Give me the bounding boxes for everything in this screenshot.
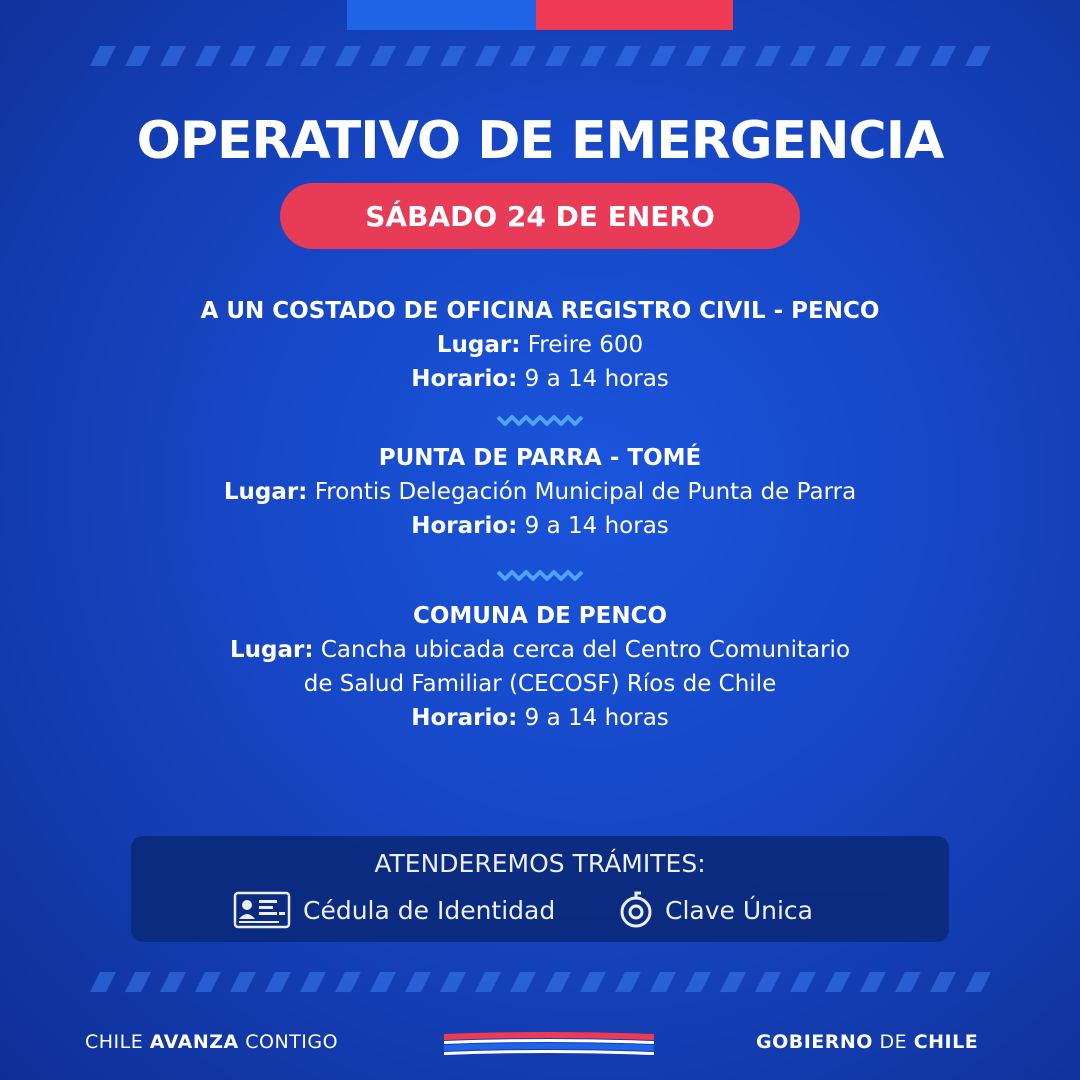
location-hours bbox=[0, 509, 1080, 543]
stripe-mark bbox=[510, 972, 536, 992]
place-label: Lugar: bbox=[436, 332, 521, 358]
gov-part: DE bbox=[872, 1031, 914, 1053]
stripe-mark bbox=[195, 972, 221, 992]
stripe-mark bbox=[195, 46, 221, 66]
place-value: Frontis Delegación Municipal de Punta de Parra bbox=[314, 479, 857, 505]
flag-bar-top bbox=[347, 0, 733, 30]
key-circle-icon bbox=[619, 891, 653, 929]
location-name: PUNTA DE PARRA - TOMÉ bbox=[378, 445, 702, 471]
stripe-mark bbox=[965, 46, 990, 66]
stripe-mark bbox=[300, 46, 326, 66]
flag-blue-segment bbox=[347, 0, 536, 30]
footer-slogan bbox=[85, 1028, 338, 1056]
service-label: Cédula de Identidad bbox=[303, 895, 556, 925]
stripe-mark bbox=[335, 972, 361, 992]
stripe-mark bbox=[930, 46, 956, 66]
date-badge bbox=[280, 183, 800, 249]
stripe-mark bbox=[895, 46, 921, 66]
location-name: COMUNA DE PENCO bbox=[412, 603, 668, 629]
stripe-mark bbox=[370, 46, 396, 66]
location-hours bbox=[0, 362, 1080, 396]
stripe-mark bbox=[825, 972, 851, 992]
stripe-mark bbox=[685, 972, 711, 992]
stripe-mark bbox=[440, 972, 466, 992]
stripe-mark bbox=[965, 972, 990, 992]
wave-divider-icon bbox=[496, 568, 584, 584]
stripe-mark bbox=[160, 46, 186, 66]
location-place bbox=[0, 328, 1080, 362]
stripe-mark bbox=[265, 46, 291, 66]
stripe-mark bbox=[230, 972, 256, 992]
date-text: SÁBADO 24 DE ENERO bbox=[365, 199, 715, 233]
stripe-mark bbox=[930, 972, 956, 992]
stripe-mark bbox=[580, 46, 606, 66]
stripe-mark bbox=[475, 972, 501, 992]
stripe-mark bbox=[510, 46, 536, 66]
stripe-mark bbox=[335, 46, 361, 66]
place-label: Lugar: bbox=[223, 479, 308, 505]
hours-label: Horario: bbox=[411, 705, 518, 731]
location-name: A UN COSTADO DE OFICINA REGISTRO CIVIL - PENCO bbox=[200, 298, 880, 324]
stripe-mark bbox=[790, 46, 816, 66]
diagonal-stripes-top bbox=[90, 44, 990, 68]
location-place-continued: de Salud Familiar (CECOSF) Ríos de Chile bbox=[303, 671, 777, 697]
stripe-mark bbox=[545, 972, 571, 992]
services-panel bbox=[131, 836, 949, 942]
stripe-mark bbox=[615, 46, 641, 66]
stripe-mark bbox=[160, 972, 186, 992]
stripe-mark bbox=[755, 46, 781, 66]
location-block-2 bbox=[0, 441, 1080, 543]
location-block-1 bbox=[0, 294, 1080, 396]
service-label: Clave Única bbox=[665, 895, 813, 925]
stripe-mark bbox=[650, 46, 676, 66]
id-card-icon bbox=[233, 891, 291, 929]
stripe-mark bbox=[405, 46, 431, 66]
stripe-mark bbox=[125, 972, 151, 992]
stripe-mark bbox=[440, 46, 466, 66]
stripe-mark bbox=[90, 972, 116, 992]
location-place bbox=[0, 633, 1080, 667]
hours-label: Horario: bbox=[411, 513, 518, 539]
stripe-mark bbox=[265, 972, 291, 992]
flag-red-segment bbox=[536, 0, 733, 30]
stripe-mark bbox=[685, 46, 711, 66]
stripe-mark bbox=[300, 972, 326, 992]
slogan-part: CONTIGO bbox=[238, 1031, 339, 1053]
place-label: Lugar: bbox=[229, 637, 314, 663]
stripe-mark bbox=[90, 46, 116, 66]
stripe-mark bbox=[405, 972, 431, 992]
stripe-mark bbox=[895, 972, 921, 992]
location-hours bbox=[0, 701, 1080, 735]
stripe-mark bbox=[720, 46, 746, 66]
place-value: Cancha ubicada cerca del Centro Comunitario bbox=[320, 637, 851, 663]
hours-value: 9 a 14 horas bbox=[524, 513, 669, 539]
stripe-mark bbox=[720, 972, 746, 992]
place-value: Freire 600 bbox=[527, 332, 644, 358]
stripe-mark bbox=[825, 46, 851, 66]
gov-part: CHILE bbox=[913, 1031, 979, 1053]
hours-label: Horario: bbox=[411, 366, 518, 392]
hours-value: 9 a 14 horas bbox=[524, 705, 669, 731]
stripe-mark bbox=[545, 46, 571, 66]
diagonal-stripes-bottom bbox=[90, 970, 990, 994]
stripe-mark bbox=[755, 972, 781, 992]
stripe-mark bbox=[790, 972, 816, 992]
gov-part: GOBIERNO bbox=[756, 1031, 873, 1053]
service-item-clave-unica bbox=[619, 888, 813, 932]
stripe-mark bbox=[650, 972, 676, 992]
wave-divider-icon bbox=[496, 413, 584, 429]
footer-government bbox=[756, 1028, 978, 1056]
stripe-mark bbox=[860, 972, 886, 992]
stripe-mark bbox=[475, 46, 501, 66]
government-flag-logo-icon bbox=[440, 1030, 658, 1058]
stripe-mark bbox=[230, 46, 256, 66]
hours-value: 9 a 14 horas bbox=[524, 366, 669, 392]
location-block-3 bbox=[0, 599, 1080, 735]
stripe-mark bbox=[860, 46, 886, 66]
location-place bbox=[0, 475, 1080, 509]
stripe-mark bbox=[370, 972, 396, 992]
page-title: OPERATIVO DE EMERGENCIA bbox=[136, 111, 944, 171]
stripe-mark bbox=[580, 972, 606, 992]
services-title: ATENDEREMOS TRÁMITES: bbox=[374, 849, 706, 878]
service-item-cedula bbox=[233, 888, 555, 932]
slogan-bold: AVANZA bbox=[149, 1031, 239, 1053]
slogan-part: CHILE bbox=[85, 1031, 150, 1053]
stripe-mark bbox=[615, 972, 641, 992]
stripe-mark bbox=[125, 46, 151, 66]
